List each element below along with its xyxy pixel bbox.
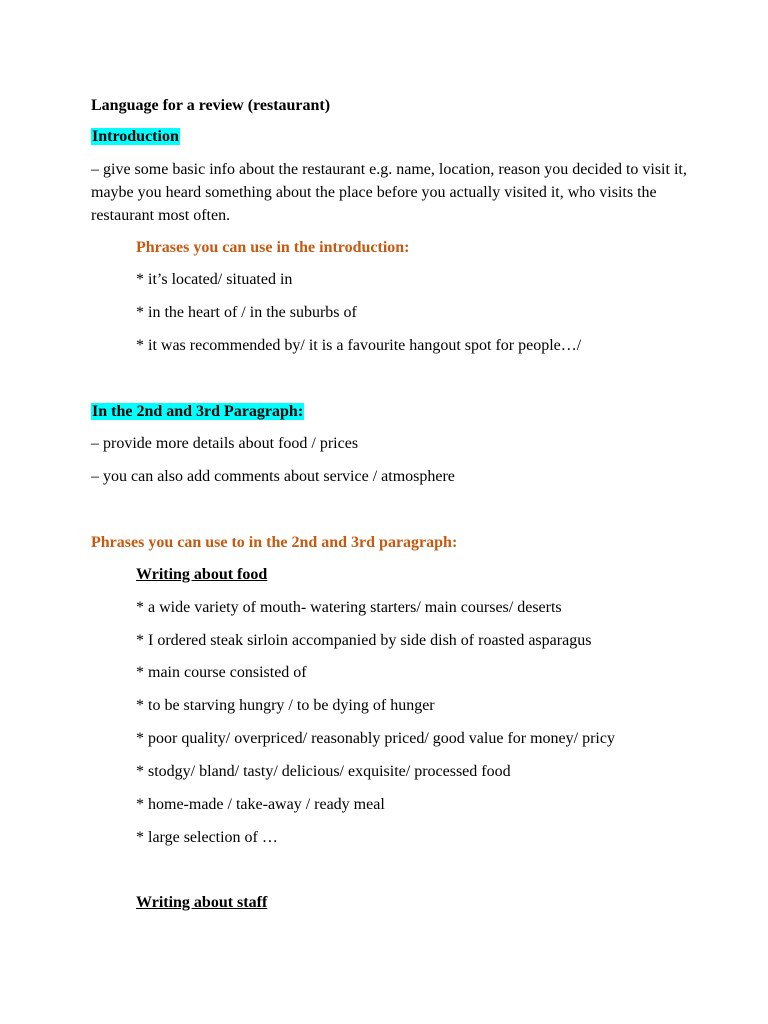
introduction-heading-wrap [91,127,180,147]
intro-phrase-item: * in the heart of / in the suburbs of [136,304,357,321]
food-phrase-item: * I ordered steak sirloin accompanied by side dish of roasted asparagus [136,632,592,649]
food-heading: Writing about food [136,566,268,583]
paragraphs-heading-wrap [91,402,304,422]
food-phrase-item: * stodgy/ bland/ tasty/ delicious/ exquisite/ processed food [136,763,511,780]
introduction-heading: Introduction [92,128,179,145]
introduction-body: – give some basic info about the restaurant e.g. name, location, reason you decided to visit it, maybe you heard something about the place before you actually visited it, who visits the restaurant most often. [91,161,687,224]
staff-heading: Writing about staff [136,894,268,911]
intro-phrase-item: * it’s located/ situated in [136,271,293,288]
paragraph-phrases-heading: Phrases you can use to in the 2nd and 3rd paragraph: [91,534,458,551]
paragraphs-point: – you can also add comments about service / atmosphere [91,468,455,485]
food-phrase-item: * large selection of … [136,829,278,846]
food-phrase-item: * to be starving hungry / to be dying of hunger [136,697,435,714]
intro-phrase-item: * it was recommended by/ it is a favourite hangout spot for people…/ [136,337,582,354]
paragraphs-heading: In the 2nd and 3rd Paragraph: [92,403,304,420]
document-title: Language for a review (restaurant) [91,97,331,114]
food-phrase-item: * poor quality/ overpriced/ reasonably priced/ good value for money/ pricy [136,730,615,747]
food-phrase-item: * main course consisted of [136,664,307,681]
food-phrase-item: * a wide variety of mouth- watering starters/ main courses/ deserts [136,599,562,616]
intro-phrases-heading: Phrases you can use in the introduction: [136,239,410,256]
paragraphs-point: – provide more details about food / prices [91,435,359,452]
food-phrase-item: * home-made / take-away / ready meal [136,796,385,813]
